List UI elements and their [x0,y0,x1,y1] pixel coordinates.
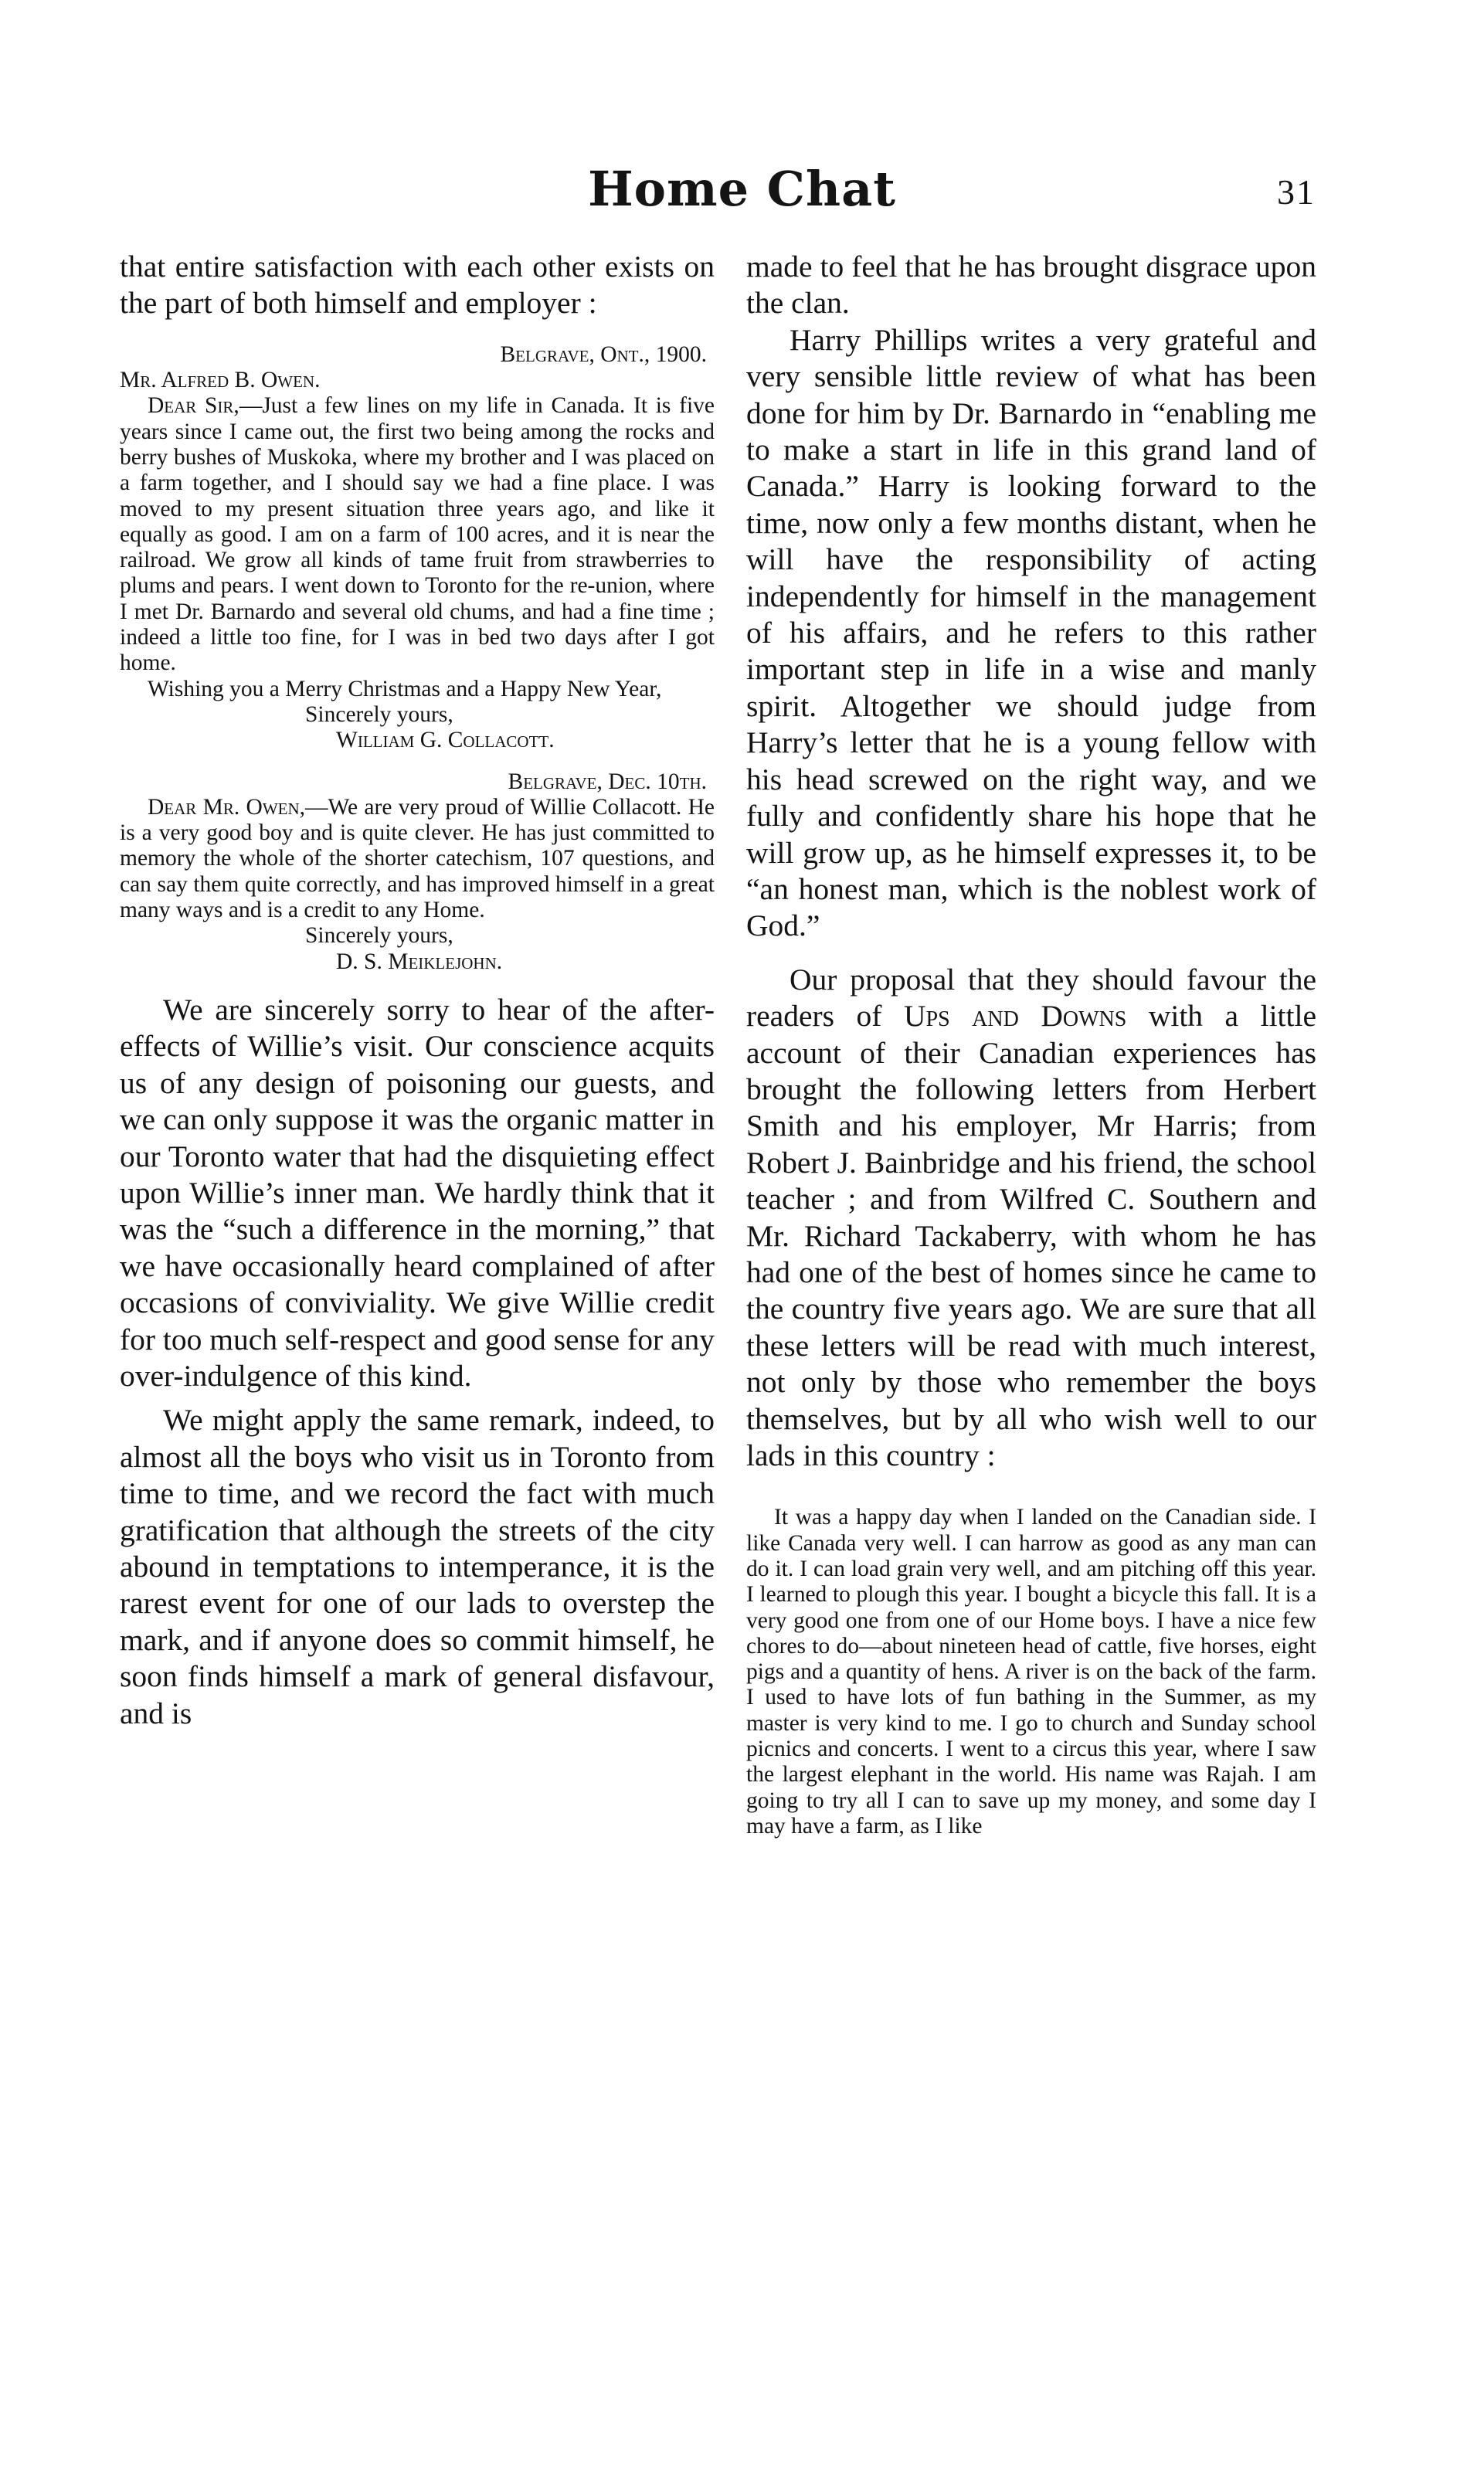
letter-closing: Sincerely yours, [305,923,453,949]
letter-signature: D. S. Meiklejohn. [336,949,503,974]
smith-letter [746,1505,1316,1839]
journal-name: Ups and Downs [903,999,1127,1034]
letter-salutation: Dear Mr. Owen, [148,794,306,820]
letter-text: —We are very proud of Willie Collacott. He is a very good boy and is quite clever. He has just committed to memory the whole of the shorter catechism, 107 questions, and can say them quite correctly, and has improved himself in a great many ways and is a credit to any Home. [120,794,715,923]
paragraph-text: Our proposal that they should favour the readers of [746,962,1316,1034]
body-paragraph [746,962,1316,1475]
page-title: Home Chat [588,161,896,217]
meiklejohn-letter [120,769,715,975]
letter-dateline: Belgrave, Dec. 10th. [508,769,707,794]
right-column [746,249,1316,1839]
left-column [120,249,715,1732]
letter-signature: William G. Collacott. [336,728,555,753]
letter-salutation: Dear Sir, [148,393,239,419]
letter-addressee: Mr. Alfred B. Owen. [120,368,321,393]
paragraph-text: with a little account of their Canadian experiences has brought the following letters from Herbert Smith and his employer, Mr Harris; from Robert J. Bainbridge and his friend, the school teacher ; and from Wilfred C. Southern and Mr. Richard Tackaberry, with whom he has had one of the best of homes since he came to the country five years ago. We are sure that all these letters will be read with much interest, not only by those who remember the boys themselves, but by all who wish well to our lads in this country : [746,999,1316,1472]
letter-body [120,393,715,676]
collacott-letter [120,342,715,754]
body-paragraph: We might apply the same remark, indeed, to almost all the boys who visit us in Toronto from time to time, and we record the fact with much gratification that although the streets of the city abound in temptations to intemperance, it is the rarest event for one of our lads to overstep the mark, and if anyone does so commit himself, he soon finds himself a mark of general disfavour, and is [120,1403,715,1730]
running-head [0,161,1484,222]
intro-paragraph: that entire satisfaction with each other exists on the part of both himself and employer : [120,250,715,321]
letter-dateline: Belgrave, Ont., 1900. [500,341,707,367]
continued-paragraph: made to feel that he has brought disgrace upon the clan. [746,250,1316,321]
letter-wishes: Wishing you a Merry Christmas and a Happy New Year, [148,676,662,701]
letter-text: —Just a few lines on my life in Canada. It is five years since I came out, the first two being among the rocks and berry bushes of Muskoka, where my brother and I was placed on a farm together, and I should say we had a fine place. I was moved to my present situation three years ago, and like it equally as good. I am on a farm of 100 acres, and it is near the railroad. We grow all kinds of tame fruit from strawberries to plums and pears. I went down to Toronto for the re-union, where I met Dr. Barnardo and several old chums, and had a fine time ; indeed a little too fine, for I was in bed two days after I got home. [120,393,715,676]
letter-closing: Sincerely yours, [305,701,453,727]
body-paragraph: Harry Phillips writes a very grateful and very sensible little review of what has been done for him by Dr. Barnardo in “enabling me to make a start in life in this grand land of Canada.” Harry is looking forward to the time, now only a few months distant, when he will have the responsibility of acting independently for himself in the management of his affairs, and he refers to this rather important step in life in a wise and manly spirit. Altogether we should judge from Harry’s letter that he is a young fellow with his head screwed on the right way, and we fully and confidently share his hope that he will grow up, as he himself expresses it, to be “an honest man, which is the noblest work of God.” [746,322,1316,943]
body-paragraph: We are sincerely sorry to hear of the after-effects of Willie’s visit. Our conscience acquits us of any design of poisoning our guests, and we can only suppose it was the organic matter in our Toronto water that had the disquieting effect upon Willie’s inner man. We hardly think that it was the “such a difference in the morning,” that we have occasionally heard complained of after occasions of conviviality. We give Willie credit for too much self-respect and good sense for any over-indulgence of this kind. [120,992,715,1393]
page-number: 31 [1277,172,1316,212]
letter-body [120,795,715,923]
letter-body: It was a happy day when I landed on the Canadian side. I like Canada very well. I can harrow as good as any man can do it. I can load grain very well, and am pitching off this year. I learned to plough this year. I bought a bicycle this fall. It is a very good one from one of our Home boys. I have a nice few chores to do—about nineteen head of cattle, five horses, eight pigs and a quantity of hens. A river is on the back of the farm. I used to have lots of fun bathing in the Summer, as my master is very kind to me. I go to church and Sunday school picnics and concerts. I went to a circus this year, where I saw the largest elephant in the world. His name was Rajah. I am going to try all I can to save up my money, and some day I may have a farm, as I like [746,1505,1316,1839]
